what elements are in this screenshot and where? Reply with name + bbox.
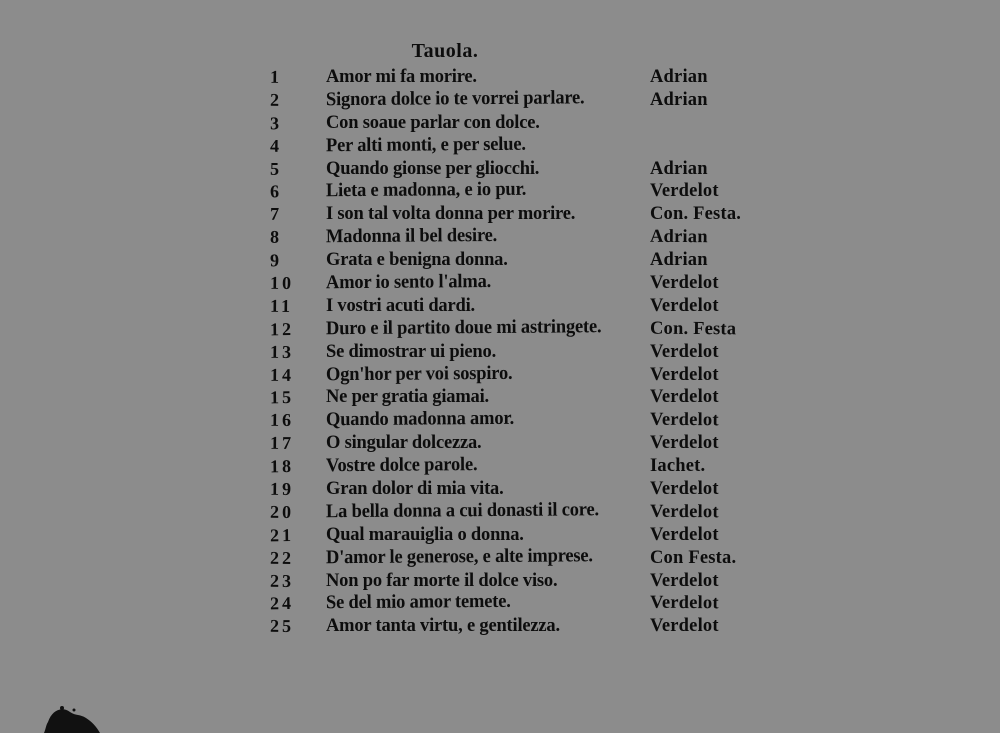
toc-entry-number: 3	[269, 112, 283, 134]
toc-entry-composer: Iachet.	[650, 456, 706, 477]
toc-entry	[270, 66, 750, 89]
toc-entry	[270, 570, 750, 593]
toc-entry-number: 21	[269, 524, 295, 546]
toc-entry-composer: Con Festa.	[650, 547, 737, 568]
toc-entry-composer: Adrian	[650, 67, 708, 87]
ink-blot-ornament	[40, 700, 110, 733]
toc-entry-composer: Con. Festa	[649, 318, 737, 340]
toc-entry-composer: Verdelot	[650, 364, 719, 385]
toc-entry	[270, 615, 750, 638]
toc-entry-number: 11	[269, 295, 294, 316]
toc-entry	[270, 180, 750, 203]
toc-entry	[270, 409, 750, 432]
toc-entry-title: Lieta e madonna, e io pur.	[325, 179, 527, 202]
toc-entry-title: Con soaue parlar con dolce.	[326, 112, 540, 134]
toc-entry-composer: Verdelot	[650, 570, 719, 591]
toc-entry-title: Quando gionse per gliocchi.	[326, 158, 540, 180]
toc-entry	[270, 455, 750, 478]
toc-entry	[270, 432, 750, 455]
page-title: Tauola.	[411, 40, 479, 62]
toc-entry-number: 7	[269, 204, 283, 225]
toc-entry-number: 15	[269, 387, 295, 408]
toc-entry-composer: Verdelot	[650, 341, 719, 362]
toc-entry-number: 6	[269, 181, 283, 202]
toc-entry-composer: Verdelot	[650, 524, 719, 545]
toc-entry-composer: Verdelot	[650, 433, 719, 454]
toc-entry-title: Vostre dolce parole.	[325, 454, 478, 477]
table-of-contents	[270, 66, 750, 638]
toc-entry	[270, 249, 750, 272]
toc-entry-number: 4	[269, 135, 283, 156]
toc-entry-number: 5	[269, 158, 283, 179]
toc-entry-number: 14	[269, 364, 295, 385]
toc-entry-composer: Verdelot	[649, 593, 719, 614]
toc-entry-number: 9	[269, 250, 283, 271]
toc-entry-title: Qual marauiglia o donna.	[326, 524, 524, 546]
toc-entry-title: D'amor le generose, e alte imprese.	[325, 545, 593, 569]
toc-entry-title: Amor mi fa morire.	[326, 66, 477, 88]
toc-entry	[270, 386, 750, 409]
toc-entry-title: Se del mio amor temete.	[325, 591, 511, 614]
toc-entry-composer: Verdelot	[649, 501, 719, 523]
toc-entry-title: I son tal volta donna per morire.	[326, 203, 576, 225]
toc-entry-number: 2	[269, 89, 283, 110]
toc-entry-composer: Verdelot	[650, 387, 719, 408]
toc-entry	[270, 341, 750, 364]
toc-entry-title: Madonna il bel desire.	[325, 225, 498, 248]
toc-entry-title: Quando madonna amor.	[325, 408, 515, 431]
toc-entry-number: 10	[269, 272, 295, 294]
toc-entry-title: Gran dolor di mia vita.	[326, 478, 504, 500]
toc-entry-composer: Verdelot	[649, 410, 719, 431]
toc-entry-composer: Adrian	[650, 250, 708, 271]
toc-entry-number: 23	[269, 570, 295, 591]
toc-entry-title: Duro e il partito doue mi astringete.	[325, 316, 602, 340]
toc-entry-number: 24	[269, 593, 295, 614]
toc-entry-number: 16	[269, 410, 295, 431]
toc-entry-composer: Adrian	[649, 226, 708, 248]
toc-entry	[270, 592, 750, 615]
toc-entry-number: 12	[269, 318, 295, 340]
toc-entry-title: Se dimostrar ui pieno.	[326, 341, 496, 363]
toc-entry-title: Grata e benigna donna.	[326, 249, 508, 271]
toc-entry	[270, 501, 750, 524]
toc-entry	[270, 547, 750, 570]
toc-entry-number: 1	[269, 66, 283, 87]
toc-entry	[270, 524, 750, 547]
toc-entry	[270, 318, 750, 341]
toc-entry-number: 18	[269, 456, 295, 477]
toc-entry-composer: Verdelot	[650, 479, 719, 500]
toc-entry	[270, 203, 750, 226]
toc-entry	[270, 112, 750, 135]
toc-entry-number: 13	[269, 341, 295, 362]
toc-entry	[270, 158, 750, 181]
toc-entry	[270, 272, 750, 295]
toc-entry	[270, 226, 750, 249]
toc-entry-title: O singular dolcezza.	[326, 432, 482, 454]
toc-entry-composer: Verdelot	[650, 616, 719, 637]
toc-entry-title: Amor tanta virtu, e gentilezza.	[326, 615, 560, 637]
toc-entry-title: Amor io sento l'alma.	[325, 271, 492, 294]
toc-entry	[270, 478, 750, 501]
toc-entry-title: Non po far morte il dolce viso.	[326, 570, 558, 592]
toc-entry-number: 22	[269, 547, 295, 568]
toc-entry-title: Per alti monti, e per selue.	[325, 133, 526, 157]
toc-entry-composer: Con. Festa.	[650, 204, 742, 225]
toc-entry-number: 19	[269, 478, 295, 500]
toc-entry-title: La bella donna a cui donasti il core.	[325, 499, 599, 523]
toc-entry-composer: Verdelot	[650, 181, 719, 202]
toc-entry-title: Ogn'hor per voi sospiro.	[325, 362, 513, 386]
toc-entry-number: 8	[269, 226, 283, 248]
toc-entry-composer: Adrian	[650, 89, 708, 110]
toc-entry-composer: Verdelot	[650, 295, 719, 316]
toc-entry-number: 20	[269, 501, 295, 522]
toc-entry-number: 17	[269, 433, 295, 454]
toc-entry-composer: Verdelot	[650, 273, 719, 294]
toc-entry	[270, 135, 750, 158]
toc-entry-title: Ne per gratia giamai.	[326, 386, 489, 408]
toc-entry	[270, 295, 750, 318]
toc-entry	[270, 364, 750, 387]
toc-entry-composer: Adrian	[650, 158, 708, 179]
toc-entry-title: I vostri acuti dardi.	[326, 295, 475, 317]
toc-entry	[270, 89, 750, 112]
toc-entry-title: Signora dolce io te vorrei parlare.	[325, 87, 585, 111]
toc-entry-number: 25	[269, 616, 295, 637]
